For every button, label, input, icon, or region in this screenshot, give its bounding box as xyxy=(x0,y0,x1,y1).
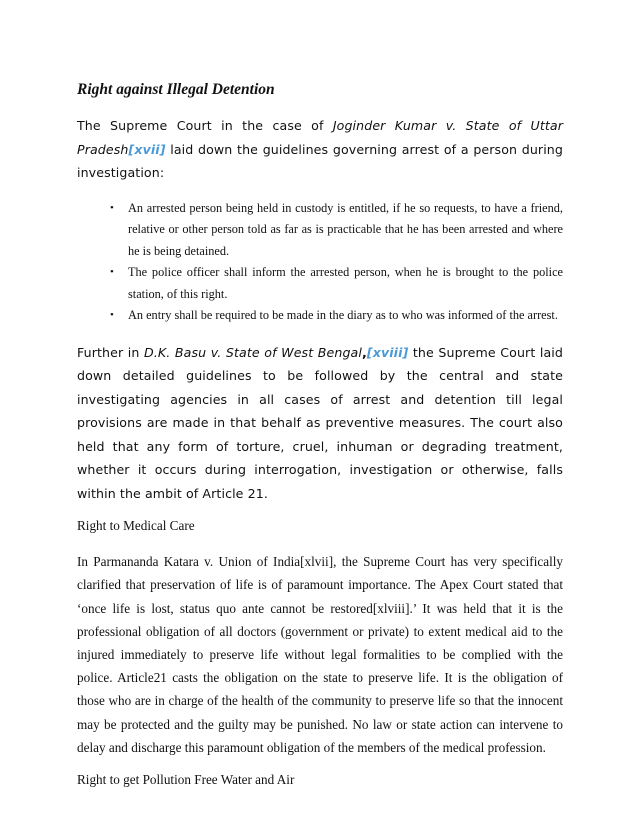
section-heading-medical-care: Right to Medical Care xyxy=(77,518,195,533)
document-page xyxy=(77,80,563,791)
section-heading-illegal-detention: Right against Illegal Detention xyxy=(77,81,275,98)
paragraph-parmananda-katara: In Parmananda Katara v. Union of India[xlvii], the Supreme Court has very specifically clarified that preservation of life is of paramount importance. The Apex Court stated that ‘once life is lost, status quo ante cannot be restored[xlviii].’ It was held that it is the professional obligation of all doctors (government or private) to extent medical aid to the injured immediately to preserve life without legal formalities to be complied with the police. Article21 casts the obligation on the state to preserve life. It is the obligation of those who are in charge of the health of the community to preserve life so that the innocent may be protected and the guilty may be punished. No law or state action can intervene to delay and discharge this paramount obligation of the members of the medical profession. xyxy=(77,554,563,755)
list-item xyxy=(77,262,563,305)
para1-text-start: The Supreme Court in the case of xyxy=(77,118,333,133)
para2-comma: , xyxy=(361,344,367,360)
footnote-link-xvii[interactable]: [xvii] xyxy=(128,141,166,157)
para1-text-end: laid down the guidelines governing arrest of a person during investigation: xyxy=(77,141,563,180)
case-name-joginder-kumar: Joginder Kumar v. State of Uttar Pradesh xyxy=(77,118,563,157)
list-item-text: An entry shall be required to be made in the diary as to who was informed of the arrest. xyxy=(128,308,558,322)
para2-text-start: Further in xyxy=(77,344,145,360)
guidelines-list xyxy=(77,198,563,327)
section-heading-pollution-free: Right to get Pollution Free Water and Air xyxy=(77,772,295,788)
list-item xyxy=(77,305,563,327)
bullet-icon: • xyxy=(110,266,114,278)
footnote-link-xviii[interactable]: [xviii] xyxy=(366,344,409,360)
paragraph-dk-basu xyxy=(77,341,563,506)
bullet-icon: • xyxy=(110,201,114,214)
case-name-dk-basu: D.K. Basu v. State of West Bengal xyxy=(144,344,362,360)
list-item xyxy=(77,198,563,263)
paragraph-joginder-kumar xyxy=(77,114,563,185)
para2-text-end: the Supreme Court laid down detailed guidelines to be followed by the central and state investigating agencies in all cases of arrest and detention till legal provisions are made in that behalf as preventive measures. The court also held that any form of torture, cruel, inhuman or degrading treatment, whether it occurs during interrogation, investigation or otherwise, falls within the ambit of Article 21. xyxy=(77,344,563,501)
list-item-text: An arrested person being held in custody is entitled, if he so requests, to have a friend, relative or other person told as far as is practicable that he has been arrested and where he is being detained. xyxy=(128,200,563,258)
list-item-text: The police officer shall inform the arrested person, when he is brought to the police station, of this right. xyxy=(128,265,563,301)
bullet-icon: • xyxy=(110,309,114,321)
